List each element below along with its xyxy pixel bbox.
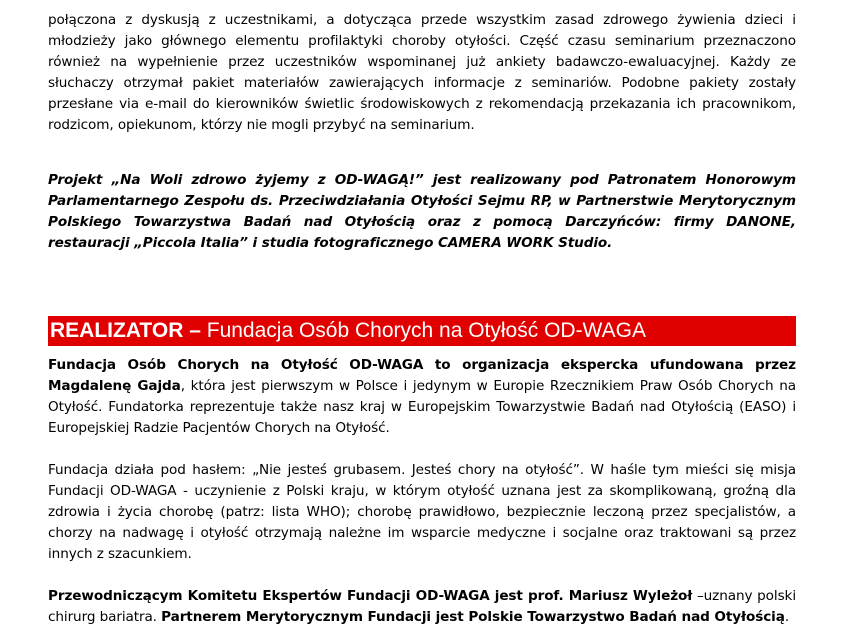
- paragraph-foundation-mission: Fundacja działa pod hasłem: „Nie jesteś grubasem. Jesteś chory na otyłość”. W haśle tym mieści się misja Fundacji OD-WAGA - uczynienie z Polski kraju, w którym otyłość uznana jest za skomplikowaną, groźną dla zdrowia i życia chorobę (patrz: lista WHO); chorobę prawidłowo, bezpiecznie leczoną przez specjalistów, a chorzy na nadwagę i otyłość otrzymają należne im wsparcie medyczne i socjalne oraz traktowani są przez innych z szacunkiem.: [48, 462, 796, 562]
- paragraph-project-patronage: Projekt „Na Woli zdrowo żyjemy z OD-WAGĄ!” jest realizowany pod Patronatem Honorowym Parlamentarnego Zespołu ds. Przeciwdziałania Otyłości Sejmu RP, w Partnerstwie Merytorycznym Polskiego Towarzystwa Badań nad Otyłością oraz z pomocą Darczyńców: firmy DANONE, restauracji „Piccola Italia” i studia fotograficznego CAMERA WORK Studio.: [48, 172, 796, 251]
- section-banner-realizator: [48, 316, 796, 346]
- foundation-intro-bold: Fundacja Osób Chorych na Otyłość OD-WAGA to organizacja ekspercka ufundowana przez Magdalenę Gajda: [48, 357, 796, 394]
- document-page: [48, 0, 796, 628]
- experts-committee-normal: –uznany polski chirurg bariatra.: [48, 588, 796, 625]
- paragraph-end: .: [784, 609, 790, 625]
- banner-label: REALIZATOR –: [50, 319, 201, 342]
- paragraph-seminar: połączona z dyskusją z uczestnikami, a dotycząca przede wszystkim zasad zdrowego żywienia dzieci i młodzieży jako głównego elementu profilaktyki choroby otyłości. Część czasu seminarium przeznaczono również na wypełnienie przez uczestników wspominanej już ankiety badawczo-ewaluacyjnej. Każdy ze słuchaczy otrzymał pakiet materiałów zawierających informacje z seminariów. Podobne pakiety zostały przesłane via e-mail do kierowników świetlic środowiskowych z rekomendacją przekazania ich pracownikom, rodzicom, opiekunom, którzy nie mogli przybyć na seminarium.: [48, 12, 796, 133]
- paragraph-foundation-intro: [48, 355, 796, 439]
- partner-bold: Partnerem Merytorycznym Fundacji jest Polskie Towarzystwo Badań nad Otyłością: [161, 609, 785, 625]
- banner-title: Fundacja Osób Chorych na Otyłość OD-WAGA: [200, 319, 646, 342]
- foundation-intro-rest: , która jest pierwszym w Polsce i jedynym w Europie Rzecznikiem Praw Osób Chorych na Otyłość. Fundatorka reprezentuje także nasz kraj w Europejskim Towarzystwie Badań nad Otyłością (EASO) i Europejskiej Radzie Pacjentów Chorych na Otyłość.: [48, 378, 796, 436]
- experts-committee-bold: Przewodniczącym Komitetu Ekspertów Fundacji OD-WAGA jest prof. Mariusz Wyleżoł: [48, 588, 693, 604]
- paragraph-experts-committee: [48, 586, 796, 628]
